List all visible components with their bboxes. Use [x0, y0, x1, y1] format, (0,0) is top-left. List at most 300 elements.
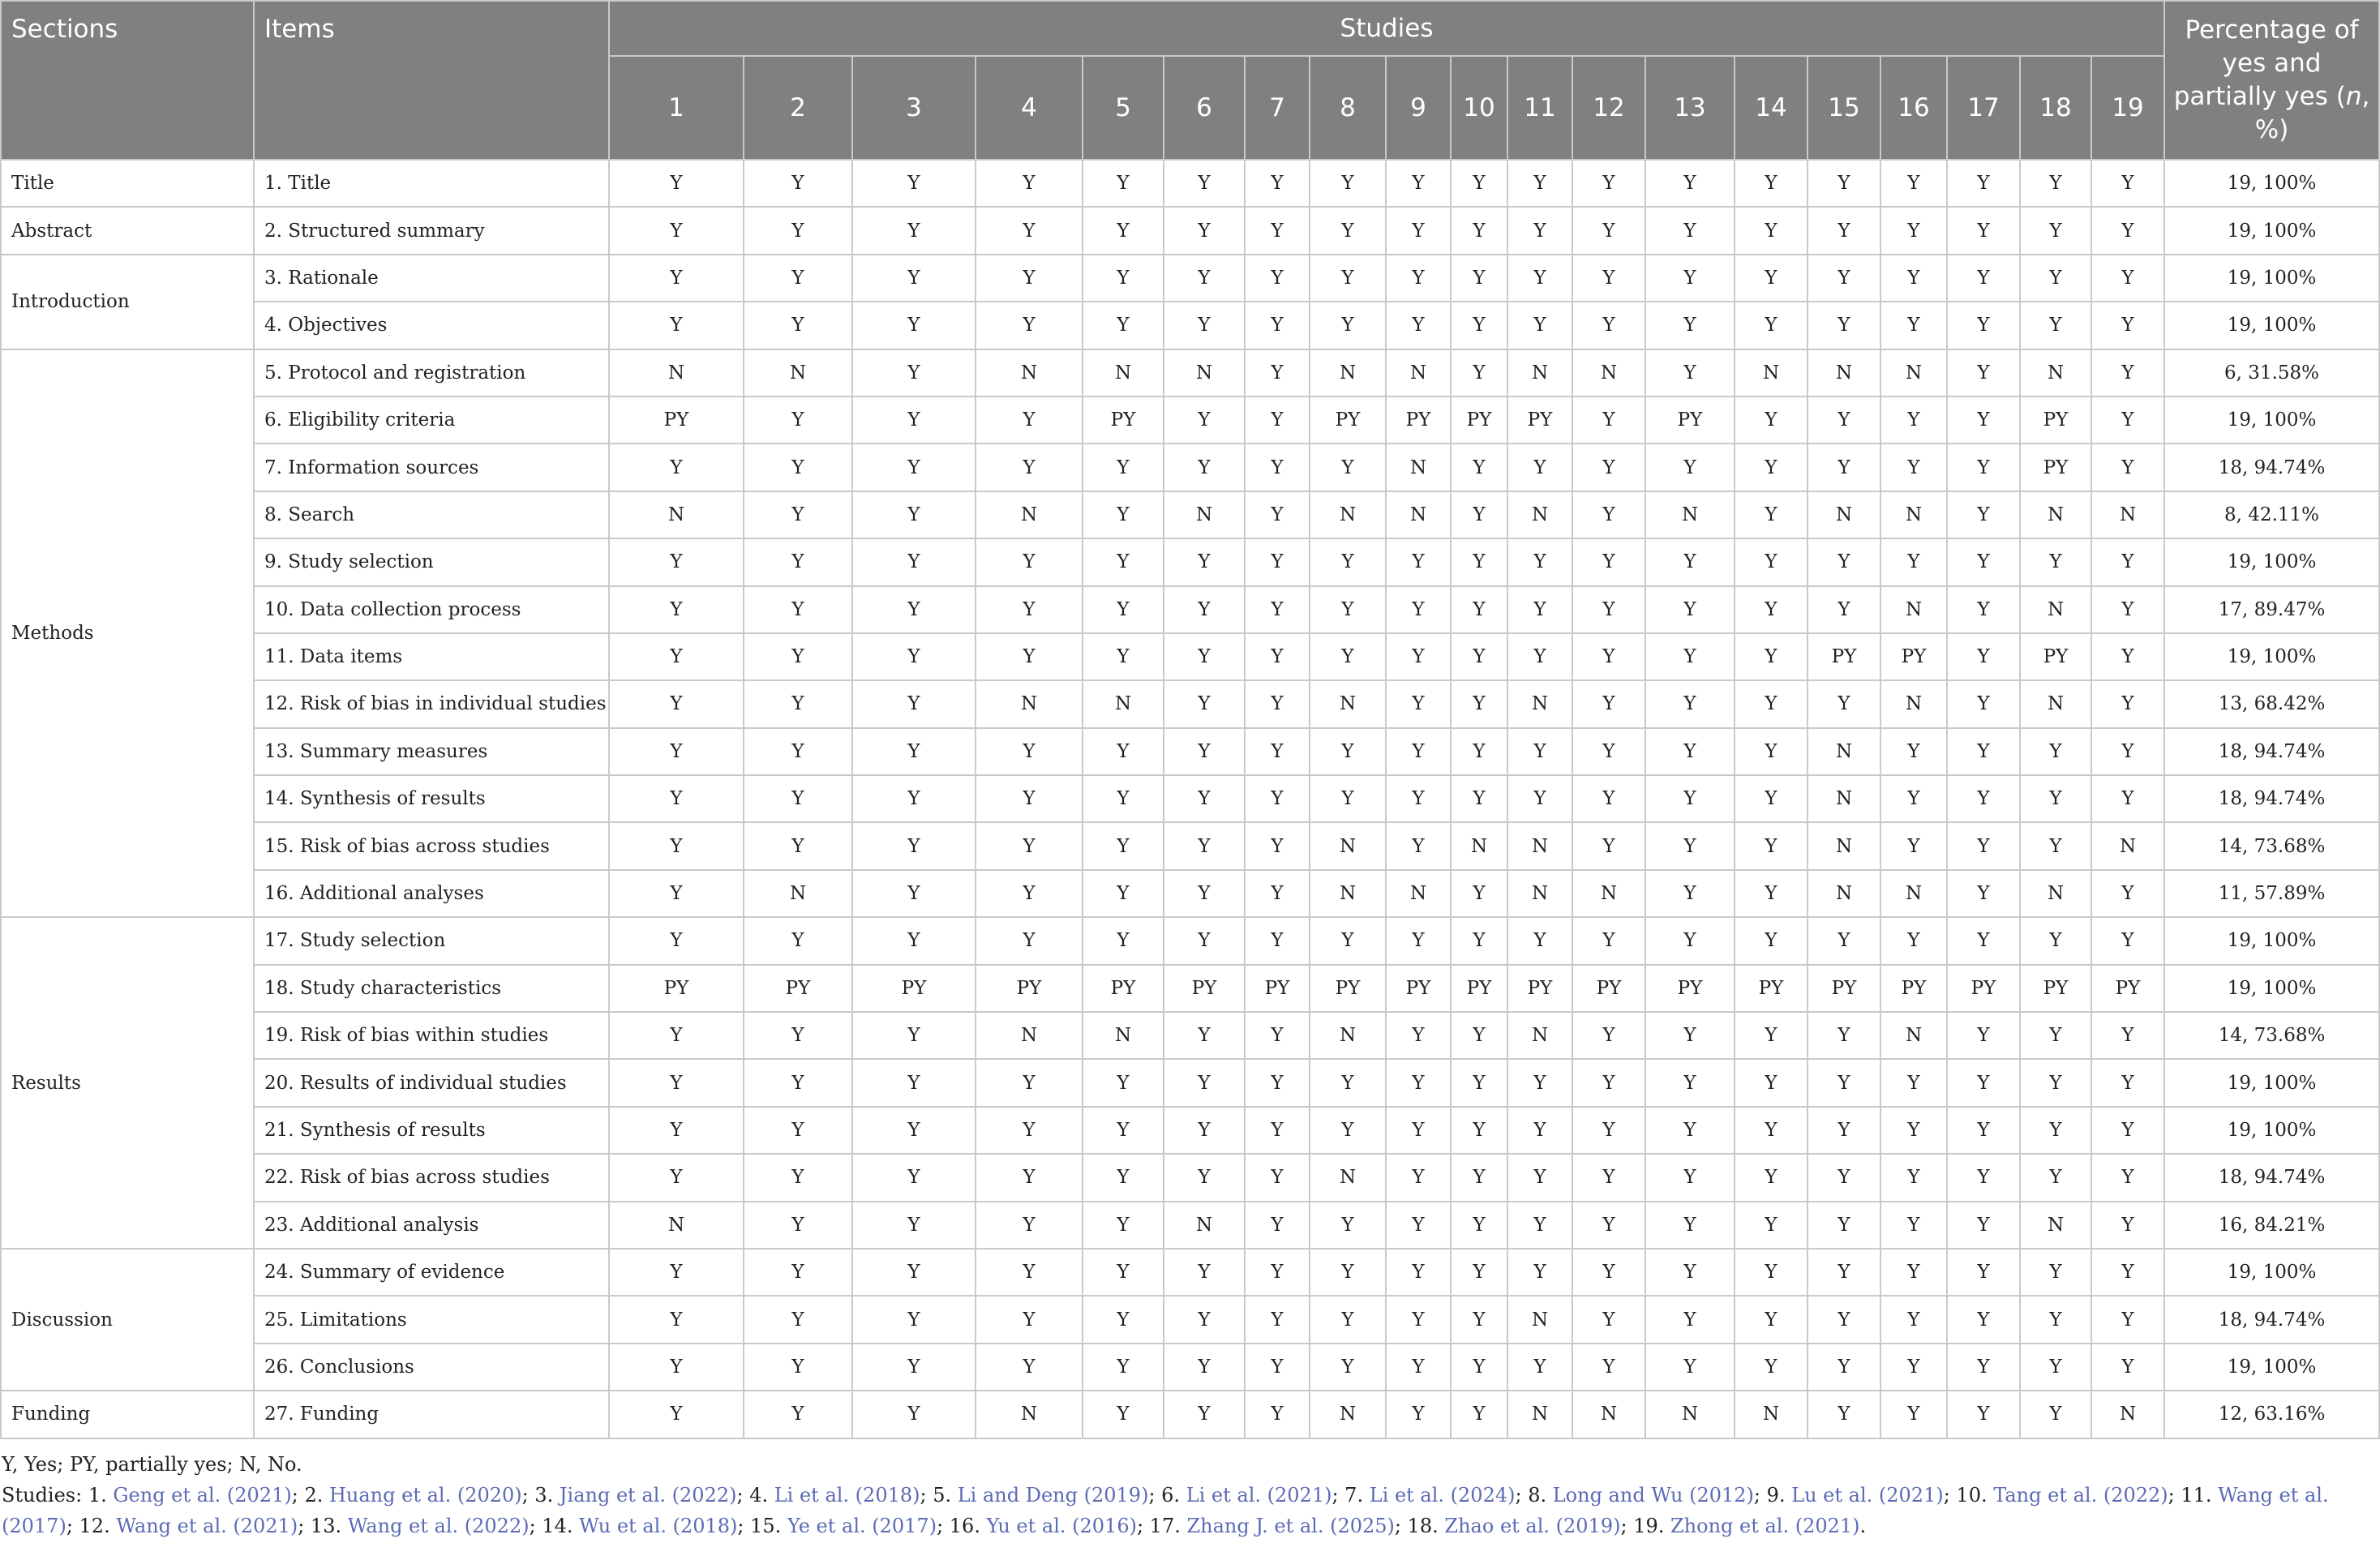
rating-cell: PY — [609, 396, 744, 444]
rating-cell: Y — [2091, 538, 2164, 585]
rating-cell: N — [744, 349, 852, 396]
rating-cell: Y — [976, 1154, 1083, 1201]
rating-cell: Y — [744, 680, 852, 727]
table-row — [1, 1012, 2379, 1059]
rating-cell: Y — [1451, 775, 1507, 822]
rating-cell: Y — [1947, 1154, 2020, 1201]
rating-cell: Y — [1164, 633, 1245, 680]
rating-cell: Y — [2091, 1249, 2164, 1296]
rating-cell: Y — [1245, 822, 1310, 869]
rating-cell: Y — [1880, 1059, 1947, 1106]
item-cell: 20. Results of individual studies — [254, 1059, 609, 1106]
rating-cell: Y — [744, 1344, 852, 1391]
study-reference-link[interactable]: Zhong et al. (2021) — [1670, 1515, 1860, 1537]
study-reference-link[interactable]: Li et al. (2018) — [774, 1484, 920, 1507]
rating-cell: Y — [1947, 1202, 2020, 1249]
rating-cell: Y — [1245, 1012, 1310, 1059]
rating-cell: Y — [1880, 775, 1947, 822]
rating-cell: Y — [1645, 444, 1735, 491]
rating-cell: Y — [1735, 255, 1808, 302]
rating-cell: Y — [1735, 1296, 1808, 1343]
rating-cell: PY — [852, 965, 976, 1012]
rating-cell: Y — [2091, 255, 2164, 302]
rating-cell: Y — [744, 1107, 852, 1154]
rating-cell: Y — [609, 1391, 744, 1438]
rating-cell: Y — [1386, 1391, 1451, 1438]
rating-cell: Y — [1245, 444, 1310, 491]
rating-cell: Y — [1245, 1249, 1310, 1296]
rating-cell: PY — [1808, 965, 1880, 1012]
rating-cell: N — [1880, 586, 1947, 633]
rating-cell: Y — [1310, 1059, 1386, 1106]
rating-cell: Y — [1947, 444, 2020, 491]
rating-cell: Y — [1735, 444, 1808, 491]
percentage-cell: 19, 100% — [2164, 917, 2379, 964]
rating-cell: N — [1880, 491, 1947, 538]
rating-cell: Y — [1083, 1249, 1164, 1296]
study-reference-link[interactable]: Tang et al. (2022) — [1993, 1484, 2168, 1507]
percentage-cell: 14, 73.68% — [2164, 1012, 2379, 1059]
rating-cell: N — [1880, 349, 1947, 396]
item-cell: 15. Risk of bias across studies — [254, 822, 609, 869]
rating-cell: Y — [2020, 728, 2091, 775]
rating-cell: Y — [1808, 538, 1880, 585]
rating-cell: Y — [1507, 1059, 1572, 1106]
rating-cell: Y — [1645, 728, 1735, 775]
rating-cell: Y — [1310, 1202, 1386, 1249]
item-cell: 3. Rationale — [254, 255, 609, 302]
rating-cell: N — [1572, 1391, 1645, 1438]
study-reference-link[interactable]: Yu et al. (2016) — [986, 1515, 1137, 1537]
rating-cell: Y — [1507, 1107, 1572, 1154]
rating-cell: Y — [1083, 1391, 1164, 1438]
rating-cell: Y — [609, 775, 744, 822]
rating-cell: Y — [2091, 1012, 2164, 1059]
section-cell: Results — [1, 917, 254, 1249]
rating-cell: N — [1310, 1391, 1386, 1438]
percentage-cell: 19, 100% — [2164, 302, 2379, 349]
rating-cell: Y — [609, 207, 744, 254]
header-study-number: 1 — [609, 56, 744, 160]
study-reference-link[interactable]: Geng et al. (2021) — [113, 1484, 292, 1507]
rating-cell: Y — [2091, 775, 2164, 822]
rating-cell: Y — [1083, 728, 1164, 775]
table-row — [1, 1202, 2379, 1249]
rating-cell: Y — [609, 870, 744, 917]
rating-cell: Y — [609, 728, 744, 775]
rating-cell: Y — [976, 538, 1083, 585]
rating-cell: Y — [976, 160, 1083, 207]
rating-cell: Y — [1310, 586, 1386, 633]
percentage-cell: 19, 100% — [2164, 965, 2379, 1012]
rating-cell: Y — [1245, 491, 1310, 538]
rating-cell: Y — [1735, 822, 1808, 869]
rating-cell: Y — [852, 444, 976, 491]
rating-cell: Y — [744, 822, 852, 869]
rating-cell: N — [1083, 680, 1164, 727]
item-cell: 24. Summary of evidence — [254, 1249, 609, 1296]
rating-cell: Y — [1645, 917, 1735, 964]
rating-cell: Y — [2091, 207, 2164, 254]
rating-cell: Y — [1572, 728, 1645, 775]
rating-cell: Y — [1245, 728, 1310, 775]
rating-cell: Y — [2091, 396, 2164, 444]
rating-cell: Y — [1808, 1249, 1880, 1296]
rating-cell: PY — [1645, 396, 1735, 444]
rating-cell: Y — [852, 349, 976, 396]
rating-cell: Y — [1645, 1059, 1735, 1106]
study-reference-link[interactable]: Long and Wu (2012) — [1552, 1484, 1754, 1507]
rating-cell: Y — [1310, 1107, 1386, 1154]
rating-cell: Y — [1083, 1154, 1164, 1201]
rating-cell: Y — [744, 1296, 852, 1343]
rating-cell: Y — [852, 538, 976, 585]
percentage-cell: 18, 94.74% — [2164, 1154, 2379, 1201]
study-reference-link[interactable]: Jiang et al. (2022) — [559, 1484, 737, 1507]
rating-cell: Y — [1735, 1249, 1808, 1296]
rating-cell: Y — [1164, 586, 1245, 633]
rating-cell: Y — [744, 633, 852, 680]
rating-cell: Y — [1245, 917, 1310, 964]
rating-cell: Y — [2091, 1059, 2164, 1106]
rating-cell: Y — [1572, 1296, 1645, 1343]
rating-cell: Y — [1451, 491, 1507, 538]
rating-cell: Y — [1572, 822, 1645, 869]
study-reference-link[interactable]: Wu et al. (2018) — [579, 1515, 738, 1537]
rating-cell: Y — [1451, 349, 1507, 396]
header-study-number: 17 — [1947, 56, 2020, 160]
rating-cell: N — [1507, 1296, 1572, 1343]
rating-cell: N — [1808, 349, 1880, 396]
table-row — [1, 1107, 2379, 1154]
rating-cell: Y — [2091, 870, 2164, 917]
rating-cell: Y — [2020, 207, 2091, 254]
rating-cell: Y — [1245, 586, 1310, 633]
rating-cell: Y — [609, 822, 744, 869]
rating-cell: Y — [1245, 255, 1310, 302]
rating-cell: Y — [1310, 538, 1386, 585]
study-reference-link[interactable]: Li et al. (2021) — [1186, 1484, 1332, 1507]
rating-cell: Y — [609, 1296, 744, 1343]
rating-cell: N — [976, 1012, 1083, 1059]
table-row — [1, 965, 2379, 1012]
header-study-number: 19 — [2091, 56, 2164, 160]
rating-cell: Y — [2020, 255, 2091, 302]
rating-cell: Y — [1507, 633, 1572, 680]
rating-cell: N — [1451, 822, 1507, 869]
study-reference-link[interactable]: Ye et al. (2017) — [787, 1515, 937, 1537]
rating-cell: Y — [1880, 1107, 1947, 1154]
item-cell: 17. Study selection — [254, 917, 609, 964]
rating-cell: Y — [1507, 160, 1572, 207]
header-study-number: 7 — [1245, 56, 1310, 160]
study-number-label: 8. — [1528, 1484, 1553, 1507]
rating-cell: Y — [1947, 302, 2020, 349]
rating-cell: Y — [1947, 1249, 2020, 1296]
rating-cell: PY — [1880, 965, 1947, 1012]
rating-cell: Y — [744, 586, 852, 633]
table-row — [1, 1344, 2379, 1391]
rating-cell: Y — [1880, 160, 1947, 207]
rating-cell: Y — [1164, 207, 1245, 254]
rating-cell: Y — [1645, 775, 1735, 822]
rating-cell: N — [1310, 1012, 1386, 1059]
rating-cell: N — [976, 680, 1083, 727]
rating-cell: Y — [1245, 1059, 1310, 1106]
rating-cell: Y — [744, 396, 852, 444]
rating-cell: Y — [744, 728, 852, 775]
rating-cell: Y — [1245, 1107, 1310, 1154]
rating-cell: Y — [1386, 1107, 1451, 1154]
rating-cell: Y — [1645, 680, 1735, 727]
rating-cell: Y — [852, 1202, 976, 1249]
rating-cell: Y — [609, 633, 744, 680]
header-study-number: 16 — [1880, 56, 1947, 160]
rating-cell: Y — [1310, 1344, 1386, 1391]
rating-cell: Y — [1310, 1249, 1386, 1296]
rating-cell: Y — [1880, 1154, 1947, 1201]
rating-cell: Y — [1808, 1059, 1880, 1106]
rating-cell: N — [1310, 680, 1386, 727]
rating-cell: Y — [1572, 160, 1645, 207]
table-row — [1, 633, 2379, 680]
rating-cell: Y — [1735, 491, 1808, 538]
rating-cell: Y — [1572, 491, 1645, 538]
rating-cell: Y — [1507, 302, 1572, 349]
rating-cell: Y — [609, 1344, 744, 1391]
rating-cell: PY — [1507, 965, 1572, 1012]
section-cell: Title — [1, 160, 254, 207]
rating-cell: Y — [852, 1107, 976, 1154]
rating-cell: Y — [609, 1012, 744, 1059]
rating-cell: Y — [1572, 917, 1645, 964]
rating-cell: Y — [1735, 728, 1808, 775]
rating-cell: Y — [1245, 302, 1310, 349]
header-study-number: 11 — [1507, 56, 1572, 160]
rating-cell: PY — [1645, 965, 1735, 1012]
rating-cell: N — [1808, 822, 1880, 869]
item-cell: 16. Additional analyses — [254, 870, 609, 917]
rating-cell: Y — [1507, 586, 1572, 633]
rating-cell: Y — [1164, 1154, 1245, 1201]
rating-cell: N — [609, 1202, 744, 1249]
rating-cell: Y — [1735, 1059, 1808, 1106]
rating-cell: Y — [1572, 396, 1645, 444]
rating-cell: Y — [1947, 1059, 2020, 1106]
item-cell: 22. Risk of bias across studies — [254, 1154, 609, 1201]
rating-cell: Y — [1245, 349, 1310, 396]
rating-cell: N — [1735, 1391, 1808, 1438]
rating-cell: Y — [976, 1249, 1083, 1296]
rating-cell: Y — [852, 1296, 976, 1343]
rating-cell: Y — [1572, 207, 1645, 254]
table-row — [1, 1059, 2379, 1106]
rating-cell: N — [1083, 1012, 1164, 1059]
rating-cell: Y — [1808, 586, 1880, 633]
rating-cell: Y — [1735, 1154, 1808, 1201]
rating-cell: Y — [2020, 775, 2091, 822]
rating-cell: Y — [1808, 396, 1880, 444]
rating-cell: Y — [976, 633, 1083, 680]
study-reference-link[interactable]: Wang et al. (2021) — [116, 1515, 298, 1537]
rating-cell: Y — [1386, 1202, 1451, 1249]
rating-cell: Y — [1083, 444, 1164, 491]
rating-cell: Y — [852, 1059, 976, 1106]
rating-cell: PY — [1451, 965, 1507, 1012]
rating-cell: Y — [744, 1059, 852, 1106]
rating-cell: PY — [609, 965, 744, 1012]
rating-cell: PY — [1164, 965, 1245, 1012]
rating-cell: Y — [2091, 1296, 2164, 1343]
rating-cell: Y — [1451, 255, 1507, 302]
rating-cell: Y — [1310, 302, 1386, 349]
study-reference-link[interactable]: Zhang J. et al. (2025) — [1186, 1515, 1395, 1537]
header-study-number: 5 — [1083, 56, 1164, 160]
rating-cell: Y — [1572, 1012, 1645, 1059]
rating-cell: Y — [976, 1059, 1083, 1106]
rating-cell: Y — [1947, 1391, 2020, 1438]
rating-cell: N — [609, 491, 744, 538]
rating-cell: Y — [744, 917, 852, 964]
item-cell: 21. Synthesis of results — [254, 1107, 609, 1154]
rating-cell: Y — [1507, 1344, 1572, 1391]
rating-cell: Y — [1880, 255, 1947, 302]
rating-cell: Y — [1947, 207, 2020, 254]
rating-cell: Y — [1310, 444, 1386, 491]
rating-cell: Y — [1507, 1202, 1572, 1249]
rating-cell: N — [1507, 349, 1572, 396]
study-reference-link[interactable]: Wang et al. (2022) — [347, 1515, 530, 1537]
study-number-label: 5. — [933, 1484, 958, 1507]
rating-cell: Y — [1507, 1154, 1572, 1201]
rating-cell: Y — [2091, 302, 2164, 349]
rating-cell: Y — [744, 538, 852, 585]
rating-cell: N — [1572, 349, 1645, 396]
rating-cell: PY — [1507, 396, 1572, 444]
rating-cell: N — [1310, 822, 1386, 869]
header-study-number: 6 — [1164, 56, 1245, 160]
rating-cell: PY — [1245, 965, 1310, 1012]
rating-cell: Y — [1572, 1154, 1645, 1201]
rating-cell: Y — [1386, 1012, 1451, 1059]
rating-cell: Y — [1451, 538, 1507, 585]
rating-cell: Y — [609, 302, 744, 349]
rating-cell: Y — [1451, 1059, 1507, 1106]
table-row — [1, 586, 2379, 633]
rating-cell: Y — [976, 1107, 1083, 1154]
rating-cell: Y — [1572, 302, 1645, 349]
rating-cell: Y — [1880, 728, 1947, 775]
study-reference-link[interactable]: Zhao et al. (2019) — [1444, 1515, 1621, 1537]
rating-cell: Y — [1880, 1296, 1947, 1343]
table-row — [1, 822, 2379, 869]
rating-cell: Y — [852, 586, 976, 633]
rating-cell: Y — [2020, 1107, 2091, 1154]
percentage-cell: 17, 89.47% — [2164, 586, 2379, 633]
rating-cell: N — [976, 1391, 1083, 1438]
rating-cell: Y — [1386, 1344, 1451, 1391]
rating-cell: Y — [852, 1154, 976, 1201]
rating-cell: Y — [976, 586, 1083, 633]
rating-cell: Y — [1947, 822, 2020, 869]
study-number-label: 19. — [1633, 1515, 1670, 1537]
rating-cell: N — [1310, 491, 1386, 538]
study-number-label: 16. — [949, 1515, 987, 1537]
rating-cell: Y — [1386, 775, 1451, 822]
rating-cell: Y — [976, 444, 1083, 491]
study-reference-link[interactable]: Li and Deng (2019) — [957, 1484, 1149, 1507]
rating-cell: N — [2020, 349, 2091, 396]
rating-cell: PY — [1083, 965, 1164, 1012]
rating-cell: Y — [1083, 1059, 1164, 1106]
rating-cell: Y — [852, 491, 976, 538]
study-number-label: 17. — [1149, 1515, 1187, 1537]
rating-cell: Y — [1245, 207, 1310, 254]
rating-cell: Y — [1947, 728, 2020, 775]
rating-cell: Y — [1386, 207, 1451, 254]
rating-cell: N — [1808, 870, 1880, 917]
rating-cell: N — [2091, 822, 2164, 869]
study-reference-link[interactable]: Lu et al. (2021) — [1791, 1484, 1944, 1507]
rating-cell: Y — [2020, 1391, 2091, 1438]
rating-cell: N — [1880, 870, 1947, 917]
rating-cell: Y — [976, 396, 1083, 444]
rating-cell: PY — [1808, 633, 1880, 680]
rating-cell: Y — [1735, 1107, 1808, 1154]
rating-cell: Y — [2020, 538, 2091, 585]
rating-cell: N — [2020, 680, 2091, 727]
rating-cell: Y — [2091, 1107, 2164, 1154]
rating-cell: Y — [1507, 444, 1572, 491]
header-study-number: 15 — [1808, 56, 1880, 160]
rating-cell: Y — [1645, 207, 1735, 254]
rating-cell: Y — [1245, 1344, 1310, 1391]
study-reference-link[interactable]: Li et al. (2024) — [1369, 1484, 1516, 1507]
rating-cell: Y — [1451, 870, 1507, 917]
rating-cell: N — [1310, 870, 1386, 917]
rating-cell: Y — [1808, 302, 1880, 349]
item-cell: 7. Information sources — [254, 444, 609, 491]
rating-cell: Y — [1645, 255, 1735, 302]
study-reference-link[interactable]: Huang et al. (2020) — [328, 1484, 522, 1507]
study-number-label: 12. — [79, 1515, 117, 1537]
study-reference-link[interactable]: Wang et al. (2017) — [2, 1484, 2329, 1537]
rating-cell: PY — [1572, 965, 1645, 1012]
rating-cell: Y — [2091, 1344, 2164, 1391]
item-cell: 6. Eligibility criteria — [254, 396, 609, 444]
rating-cell: Y — [609, 1107, 744, 1154]
rating-cell: N — [609, 349, 744, 396]
rating-cell: Y — [1310, 917, 1386, 964]
section-cell: Funding — [1, 1391, 254, 1438]
item-cell: 4. Objectives — [254, 302, 609, 349]
rating-cell: Y — [2091, 1154, 2164, 1201]
percentage-cell: 12, 63.16% — [2164, 1391, 2379, 1438]
header-items: Items — [254, 1, 609, 160]
percentage-cell: 19, 100% — [2164, 633, 2379, 680]
rating-cell: Y — [1451, 1249, 1507, 1296]
rating-cell: Y — [852, 870, 976, 917]
rating-cell: Y — [1310, 160, 1386, 207]
header-study-number: 3 — [852, 56, 976, 160]
rating-cell: N — [1507, 680, 1572, 727]
rating-cell: Y — [744, 160, 852, 207]
rating-cell: Y — [2020, 1344, 2091, 1391]
rating-cell: Y — [744, 1249, 852, 1296]
rating-cell: Y — [1386, 917, 1451, 964]
rating-cell: Y — [1164, 1012, 1245, 1059]
rating-cell: N — [1572, 870, 1645, 917]
